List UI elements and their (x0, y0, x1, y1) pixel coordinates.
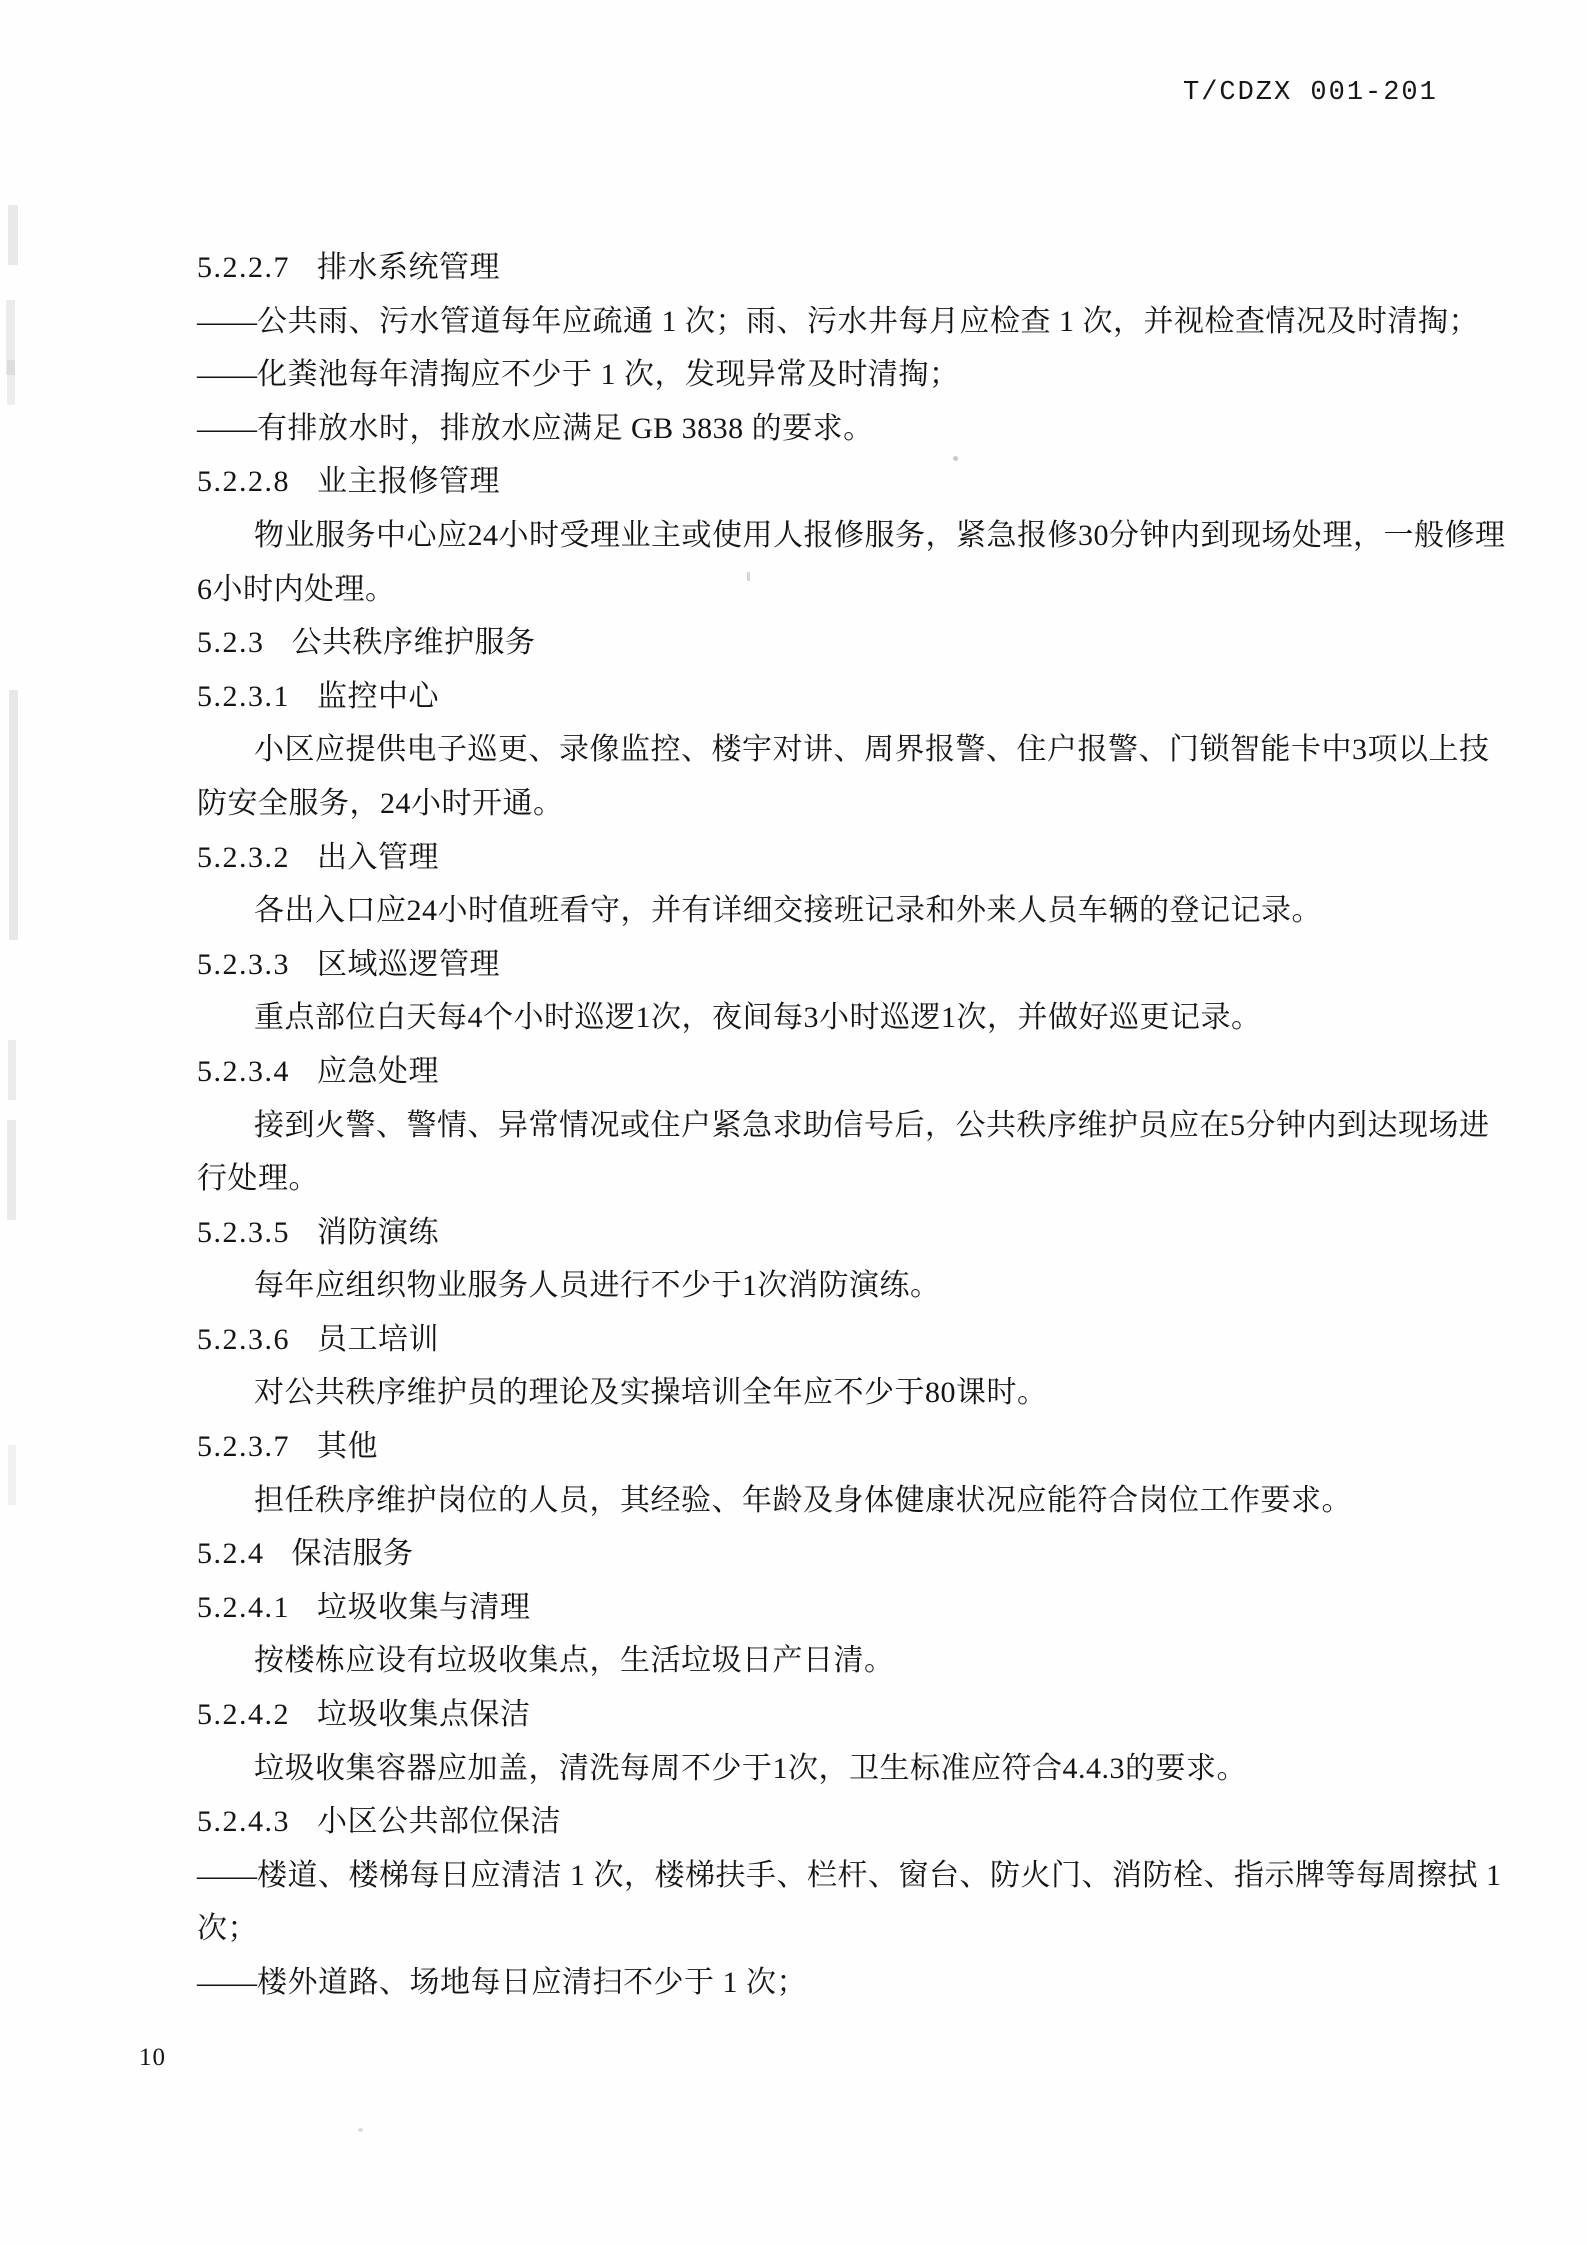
section-title: 其他 (317, 1430, 378, 1464)
dash-list-item (197, 409, 1467, 463)
section-heading (197, 677, 1467, 731)
dash-item-text: 公共雨、污水管道每年应疏通 1 次；雨、污水井每月应检查 1 次，并视检查情况及时清掏； (257, 304, 1479, 338)
scan-artifact (8, 205, 18, 265)
section-title: 员工培训 (317, 1322, 439, 1356)
paragraph-line: 小区应提供电子巡更、录像监控、楼宇对讲、周界报警、住户报警、门锁智能卡中3项以上技 (254, 733, 1490, 767)
section-number: 5.2.4.3 (197, 1805, 290, 1839)
paragraph-line: 物业服务中心应24小时受理业主或使用人报修服务，紧急报修30分钟内到现场处理，一般修理 (254, 518, 1506, 552)
section-number: 5.2.4 (197, 1537, 265, 1571)
dash-list-item (197, 302, 1479, 356)
scan-artifact (9, 690, 18, 940)
section-heading (197, 1213, 1467, 1267)
section-number: 5.2.3.1 (197, 679, 290, 713)
section-heading (197, 945, 1467, 999)
section-number: 5.2.3.5 (197, 1215, 290, 1249)
paragraph-continuation-line: 防安全服务，24小时开通。 (197, 786, 564, 820)
scan-artifact (7, 1120, 16, 1220)
dash-prefix: —— (197, 411, 257, 445)
paragraph-line: 对公共秩序维护员的理论及实操培训全年应不少于80课时。 (254, 1376, 1048, 1410)
section-heading (197, 838, 1467, 892)
section-number: 5.2.4.2 (197, 1698, 290, 1732)
section-number: 5.2.3.4 (197, 1054, 290, 1088)
document-body (197, 248, 1506, 2017)
dash-item-text: 化粪池每年清掏应不少于 1 次，发现异常及时清掏； (257, 358, 960, 392)
section-title: 公共秩序维护服务 (291, 626, 536, 660)
paragraph-line: 每年应组织物业服务人员进行不少于1次消防演练。 (254, 1269, 941, 1303)
paragraph-line: 按楼栋应设有垃圾收集点，生活垃圾日产日清。 (254, 1644, 895, 1678)
paragraph-continuation-line: 6小时内处理。 (197, 572, 396, 606)
scan-artifact (7, 360, 15, 405)
scan-artifact (8, 1040, 16, 1100)
scan-speck (747, 572, 750, 581)
section-title: 小区公共部位保洁 (317, 1805, 561, 1839)
dash-list-item (197, 1963, 1467, 2017)
section-title: 区域巡逻管理 (317, 947, 500, 981)
paragraph-line: 担任秩序维护岗位的人员，其经验、年龄及身体健康状况应能符合岗位工作要求。 (254, 1483, 1352, 1517)
section-title: 监控中心 (317, 679, 439, 713)
scan-speck (953, 456, 958, 461)
standard-code-header: T/CDZX 001-201 (1183, 78, 1438, 108)
paragraph-line: 垃圾收集容器应加盖，清洗每周不少于1次，卫生标准应符合4.4.3的要求。 (254, 1751, 1247, 1785)
dash-prefix: —— (197, 1858, 257, 1892)
dash-prefix: —— (197, 358, 257, 392)
paragraph-line: 各出入口应24小时值班看守，并有详细交接班记录和外来人员车辆的登记记录。 (254, 894, 1322, 928)
section-heading (197, 1802, 1467, 1856)
scan-artifact (8, 1445, 16, 1505)
section-heading (197, 1588, 1467, 1642)
section-heading (197, 1052, 1467, 1106)
section-number: 5.2.2.8 (197, 465, 290, 499)
section-title: 应急处理 (317, 1054, 439, 1088)
section-title: 垃圾收集点保洁 (317, 1698, 531, 1732)
section-title: 排水系统管理 (317, 251, 500, 284)
section-number: 5.2.3.7 (197, 1430, 290, 1464)
section-number: 5.2.4.1 (197, 1590, 290, 1624)
section-heading (197, 1695, 1467, 1749)
dash-item-text: 楼外道路、场地每日应清扫不少于 1 次； (257, 1966, 807, 1999)
dash-item-text: 有排放水时，排放水应满足 GB 3838 的要求。 (257, 411, 874, 445)
section-number: 5.2.3.6 (197, 1322, 290, 1356)
section-title: 垃圾收集与清理 (317, 1590, 531, 1624)
scan-speck (823, 1496, 827, 1500)
dash-item-text: 楼道、楼梯每日应清洁 1 次，楼梯扶手、栏杆、窗台、防火门、消防栓、指示牌等每周擦拭 1 (257, 1858, 1502, 1892)
paragraph-continuation-line: 行处理。 (197, 1162, 319, 1196)
dash-prefix: —— (197, 304, 257, 338)
section-title: 消防演练 (317, 1215, 439, 1249)
section-heading (197, 462, 1467, 516)
section-heading (197, 1320, 1467, 1374)
section-heading (197, 1534, 1467, 1588)
section-number: 5.2.3.2 (197, 840, 290, 874)
paragraph-line: 接到火警、警情、异常情况或住户紧急求助信号后，公共秩序维护员应在5分钟内到达现场进 (254, 1108, 1490, 1142)
paragraph-line: 重点部位白天每4个小时巡逻1次，夜间每3小时巡逻1次，并做好巡更记录。 (254, 1001, 1262, 1035)
section-number: 5.2.3 (197, 626, 265, 660)
section-heading (197, 1427, 1467, 1481)
dash-list-item (197, 355, 1467, 409)
section-heading (197, 248, 1467, 302)
page-number: 10 (139, 2044, 166, 2071)
dash-list-item (197, 1856, 1502, 1910)
section-number: 5.2.3.3 (197, 947, 290, 981)
dash-prefix: —— (197, 1966, 257, 1999)
scan-speck (358, 2128, 363, 2132)
section-title: 业主报修管理 (317, 465, 500, 499)
section-heading (197, 623, 1467, 677)
paragraph-continuation-line: 次； (197, 1912, 258, 1946)
section-title: 出入管理 (317, 840, 439, 874)
section-title: 保洁服务 (291, 1537, 414, 1571)
section-number: 5.2.2.7 (197, 251, 290, 284)
